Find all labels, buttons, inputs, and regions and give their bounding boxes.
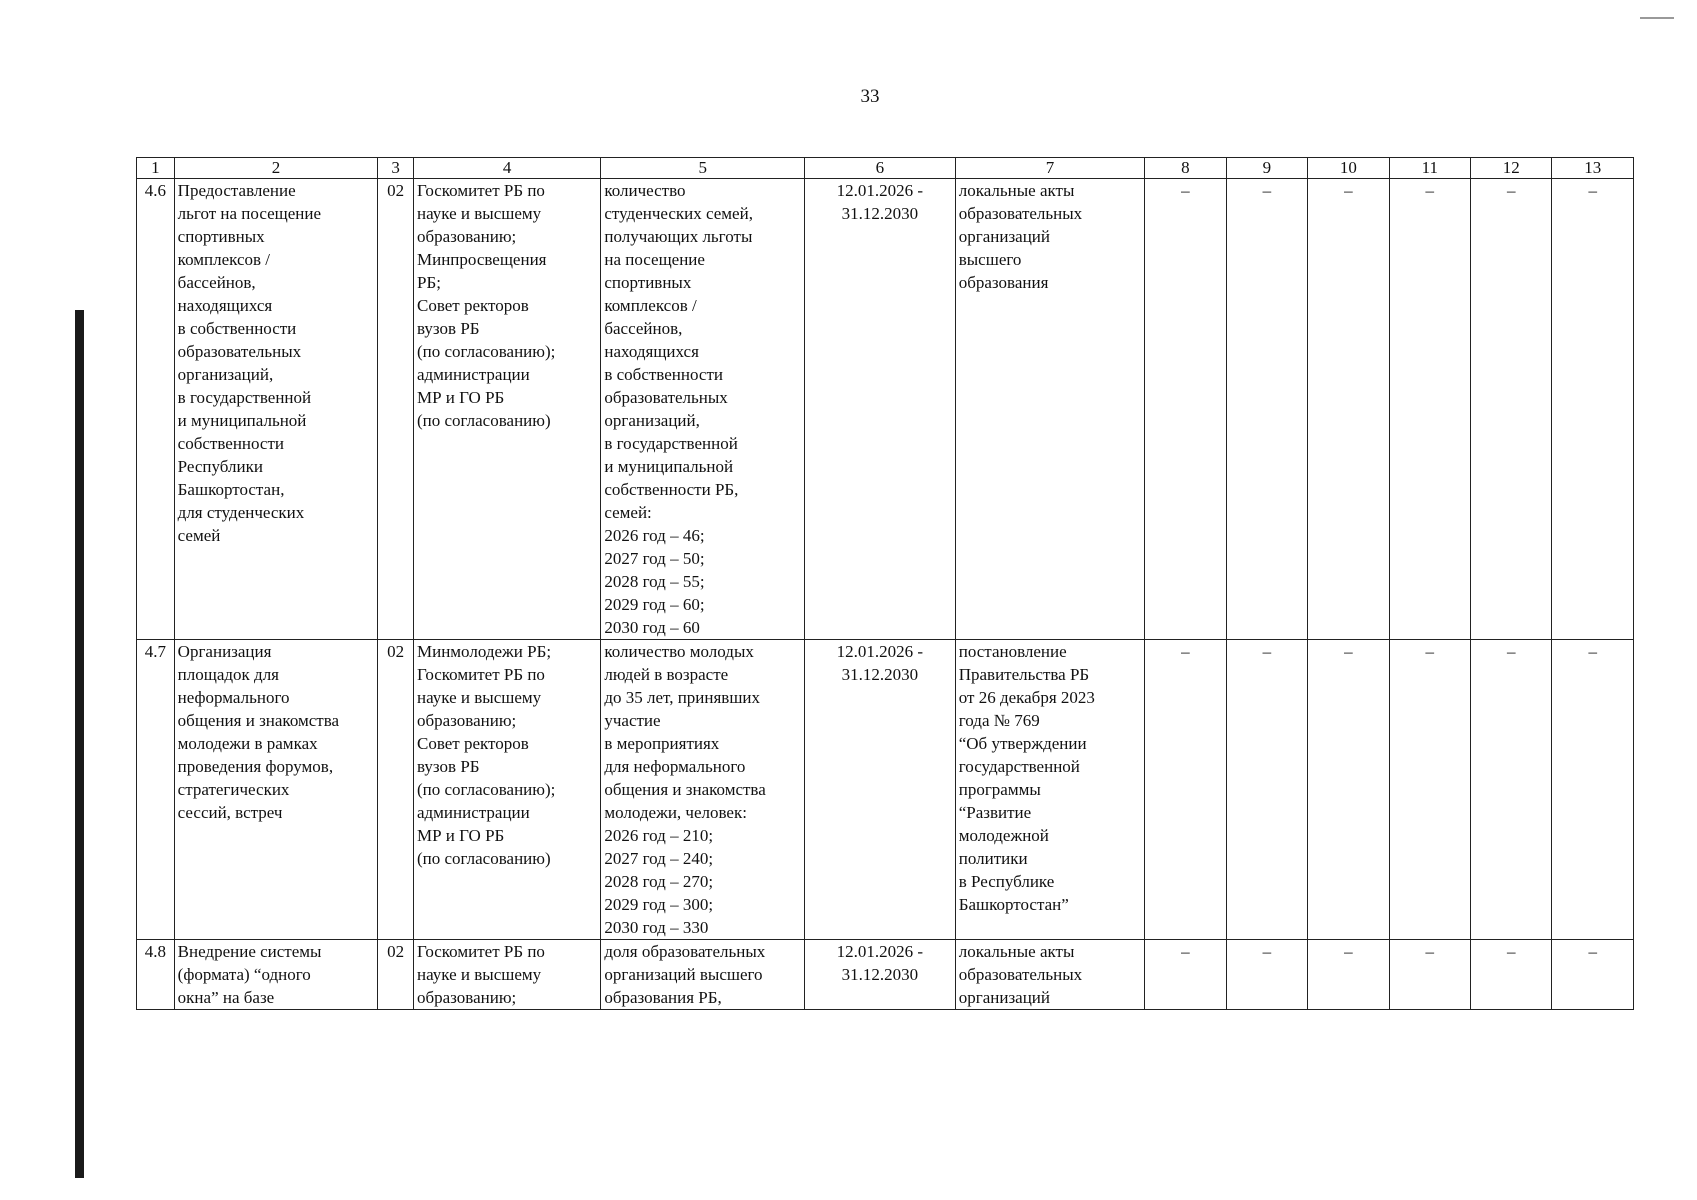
table-row	[137, 940, 1634, 1010]
code: 02	[378, 940, 414, 1010]
executors: Госкомитет РБ по науке и высшему образованию;	[413, 940, 600, 1010]
cell-col-10: –	[1308, 179, 1389, 640]
scan-binding-edge	[75, 310, 84, 1178]
cell-col-11: –	[1389, 179, 1470, 640]
header-col-8: 8	[1145, 158, 1226, 179]
cell-col-12: –	[1471, 179, 1552, 640]
measure-name: Организация площадок для неформального общения и знакомства молодежи в рамках проведения форумов, стратегических сессий, встреч	[174, 640, 378, 940]
measure-name: Предоставление льгот на посещение спортивных комплексов / бассейнов, находящихся в собственности образовательных организаций, в государственной и муниципальной собственности Республики Башкортостан, для студенческих семей	[174, 179, 378, 640]
code: 02	[378, 640, 414, 940]
cell-col-9: –	[1226, 640, 1307, 940]
documents: локальные акты образовательных организаций	[955, 940, 1144, 1010]
header-col-7: 7	[955, 158, 1144, 179]
period: 12.01.2026 - 31.12.2030	[805, 940, 956, 1010]
header-col-11: 11	[1389, 158, 1470, 179]
code: 02	[378, 179, 414, 640]
cell-col-10: –	[1308, 640, 1389, 940]
executors: Минмолодежи РБ; Госкомитет РБ по науке и высшему образованию; Совет ректоров вузов РБ (по согласованию); администрации МР и ГО РБ (по согласованию)	[413, 640, 600, 940]
row-number: 4.8	[137, 940, 175, 1010]
cell-col-12: –	[1471, 640, 1552, 940]
executors: Госкомитет РБ по науке и высшему образованию; Минпросвещения РБ; Совет ректоров вузов РБ (по согласованию); администрации МР и ГО РБ (по согласованию)	[413, 179, 600, 640]
scan-mark	[1640, 17, 1674, 19]
row-number: 4.6	[137, 179, 175, 640]
table-row	[137, 640, 1634, 940]
header-col-10: 10	[1308, 158, 1389, 179]
measure-name: Внедрение системы (формата) “одного окна” на базе	[174, 940, 378, 1010]
cell-col-8: –	[1145, 640, 1226, 940]
header-col-3: 3	[378, 158, 414, 179]
indicator: доля образовательных организаций высшего образования РБ,	[601, 940, 805, 1010]
header-col-9: 9	[1226, 158, 1307, 179]
documents: постановление Правительства РБ от 26 декабря 2023 года № 769 “Об утверждении государственной программы “Развитие молодежной политики в Республике Башкортостан”	[955, 640, 1144, 940]
indicator: количество молодых людей в возрасте до 35 лет, принявших участие в мероприятиях для неформального общения и знакомства молодежи, человек: 2026 год – 210; 2027 год – 240; 2028 год – 270; 2029 год – 300; 2030 год – 330	[601, 640, 805, 940]
cell-col-8: –	[1145, 179, 1226, 640]
header-col-13: 13	[1552, 158, 1634, 179]
cell-col-12: –	[1471, 940, 1552, 1010]
header-col-2: 2	[174, 158, 378, 179]
header-col-1: 1	[137, 158, 175, 179]
cell-col-11: –	[1389, 640, 1470, 940]
documents: локальные акты образовательных организаций высшего образования	[955, 179, 1144, 640]
header-col-4: 4	[413, 158, 600, 179]
cell-col-8: –	[1145, 940, 1226, 1010]
measures-table	[136, 157, 1634, 1010]
cell-col-10: –	[1308, 940, 1389, 1010]
indicator: количество студенческих семей, получающих льготы на посещение спортивных комплексов / бассейнов, находящихся в собственности образовательных организаций, в государственной и муниципальной собственности РБ, семей: 2026 год – 46; 2027 год – 50; 2028 год – 55; 2029 год – 60; 2030 год – 60	[601, 179, 805, 640]
cell-col-9: –	[1226, 179, 1307, 640]
cell-col-13: –	[1552, 179, 1634, 640]
cell-col-11: –	[1389, 940, 1470, 1010]
cell-col-13: –	[1552, 940, 1634, 1010]
header-col-6: 6	[805, 158, 956, 179]
cell-col-9: –	[1226, 940, 1307, 1010]
row-number: 4.7	[137, 640, 175, 940]
header-row	[137, 158, 1634, 179]
period: 12.01.2026 - 31.12.2030	[805, 179, 956, 640]
period: 12.01.2026 - 31.12.2030	[805, 640, 956, 940]
page-number: 33	[860, 86, 880, 107]
header-col-5: 5	[601, 158, 805, 179]
header-col-12: 12	[1471, 158, 1552, 179]
cell-col-13: –	[1552, 640, 1634, 940]
table-row	[137, 179, 1634, 640]
